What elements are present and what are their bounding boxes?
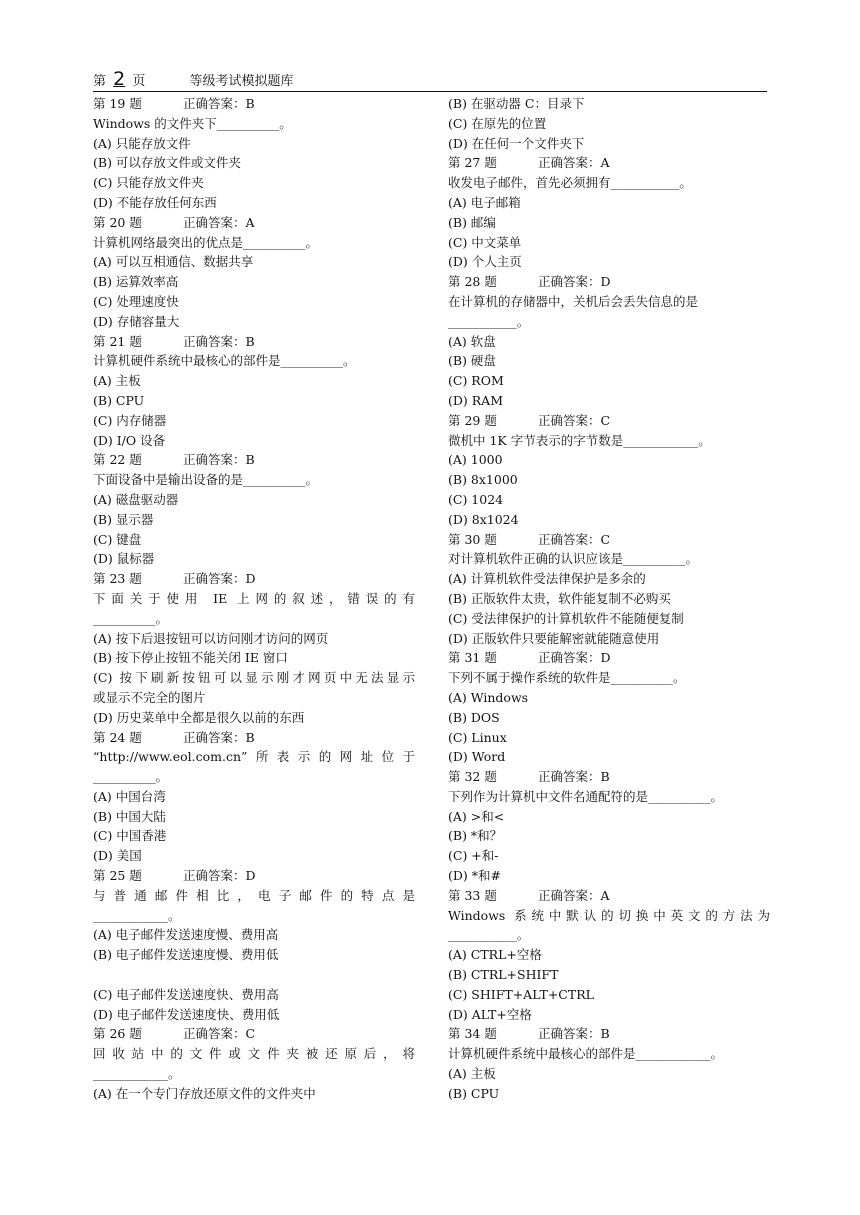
answer-option: (D) I/O 设备: [93, 432, 166, 448]
answer-option: (A) 按下后退按钮可以访问刚才访问的网页: [93, 630, 329, 646]
answer-option: (B) CPU: [448, 1085, 500, 1101]
question-number: 第 19 题: [93, 96, 142, 111]
answer-option: (A) 电子邮件发送速度慢、费用高: [93, 927, 279, 943]
question-header: [448, 272, 770, 292]
answer-option: (B) 在驱动器 C：目录下: [448, 96, 585, 111]
question-stem: ___________。: [448, 313, 530, 329]
correct-answer: 正确答案：B: [538, 1026, 610, 1042]
answer-option: (B) 8x1000: [448, 472, 518, 488]
question-header: [93, 1024, 415, 1044]
answer-option: (C) 键盘: [93, 531, 142, 547]
question-header: [93, 866, 415, 886]
answer-option: (B) 显示器: [93, 511, 154, 527]
answer-option: (A) 可以互相通信、数据共享: [93, 254, 254, 270]
answer-option: (C) 电子邮件发送速度快、费用高: [93, 986, 279, 1002]
correct-answer: 正确答案：B: [183, 452, 255, 468]
correct-answer: 正确答案：C: [183, 1026, 256, 1042]
answer-option: (C) 处理速度快: [93, 293, 179, 309]
page-indicator: [93, 68, 145, 93]
question-stem: “http://www.eol.com.cn”所表示的网址位于: [93, 749, 415, 765]
correct-answer: 正确答案：A: [538, 887, 610, 903]
question-number: 第 24 题: [93, 729, 142, 745]
question-stem: __________。: [93, 610, 169, 626]
page-header: [93, 68, 767, 90]
left-column: [93, 94, 415, 1104]
correct-answer: 正确答案：B: [183, 333, 255, 349]
question-stem: 与普通邮件相比，电子邮件的特点是: [93, 887, 415, 903]
correct-answer: 正确答案：C: [538, 412, 611, 428]
answer-option: (A) 磁盘驱动器: [93, 491, 179, 507]
question-stem: 微机中 1K 字节表示的字节数是____________。: [448, 432, 711, 448]
question-header: [448, 153, 770, 173]
answer-option: (A) >和<: [448, 808, 505, 824]
question-number: 第 23 题: [93, 571, 142, 587]
answer-option: (A) 主板: [448, 1066, 496, 1082]
correct-answer: 正确答案：B: [183, 729, 255, 745]
question-number: 第 26 题: [93, 1026, 142, 1042]
answer-option: (C) 1024: [448, 491, 504, 507]
answer-option: (C) Linux: [448, 729, 507, 745]
answer-option: (D) 美国: [93, 848, 142, 864]
question-stem: ____________。: [93, 1066, 181, 1082]
answer-option: (D) 不能存放任何东西: [93, 194, 217, 210]
page-prefix: 第: [93, 74, 107, 89]
correct-answer: 正确答案：D: [183, 868, 256, 884]
question-stem: 下列不属于操作系统的软件是__________。: [448, 670, 686, 686]
answer-option: (C) 中文菜单: [448, 234, 522, 250]
answer-option: (C) 中国香港: [93, 828, 167, 844]
question-header: [93, 450, 415, 470]
answer-option: (A) 主板: [93, 373, 141, 389]
question-header: [93, 728, 415, 748]
answer-option: (B) 正版软件太贵，软件能复制不必购买: [448, 590, 671, 606]
question-header: [93, 332, 415, 352]
answer-option: (B) *和？: [448, 828, 503, 844]
answer-option: (B) 可以存放文件或文件夹: [93, 155, 241, 171]
question-stem: 对计算机软件正确的认识应该是__________。: [448, 551, 699, 567]
question-number: 第 22 题: [93, 452, 142, 468]
answer-option: (B) DOS: [448, 709, 500, 725]
right-column: [448, 94, 770, 1104]
question-stem: 下列作为计算机中文件名通配符的是__________。: [448, 788, 724, 804]
correct-answer: 正确答案：A: [183, 214, 255, 230]
question-number: 第 21 题: [93, 333, 142, 349]
question-stem: ___________。: [448, 927, 530, 943]
question-number: 第 27 题: [448, 155, 497, 171]
answer-option: (A) 只能存放文件: [93, 135, 191, 151]
question-header: [448, 530, 770, 550]
answer-option: (B) CPU: [93, 392, 145, 408]
answer-option: (B) 运算效率高: [93, 274, 179, 290]
correct-answer: 正确答案：B: [538, 769, 610, 785]
question-number: 第 32 题: [448, 769, 497, 785]
answer-option: (A) 电子邮箱: [448, 194, 521, 210]
answer-option: (C) ROM: [448, 373, 504, 389]
answer-option: 或显示不完全的图片: [93, 689, 206, 705]
answer-option: (D) RAM: [448, 392, 503, 408]
answer-option: (B) 硬盘: [448, 353, 496, 369]
question-stem: 收发电子邮件，首先必须拥有___________。: [448, 175, 692, 191]
answer-option: (D) 历史菜单中全都是很久以前的东西: [93, 709, 305, 725]
question-stem: Windows 系统中默认的切换中英文的方法为: [448, 907, 770, 923]
answer-option: (C) 按下刷新按钮可以显示刚才网页中无法显示: [93, 670, 415, 686]
answer-option: (D) 鼠标器: [93, 551, 155, 567]
question-header: [448, 886, 770, 906]
correct-answer: 正确答案：D: [538, 274, 611, 290]
answer-option: (A) 在一个专门存放还原文件的文件夹中: [93, 1085, 316, 1101]
question-number: 第 20 题: [93, 214, 142, 230]
answer-option: (A) 中国台湾: [93, 788, 166, 804]
answer-option: (D) 在任何一个文件夹下: [448, 135, 585, 151]
question-header: [93, 213, 415, 233]
answer-option: (B) 按下停止按钮不能关闭 IE 窗口: [93, 650, 288, 666]
question-stem: 在计算机的存储器中，关机后会丢失信息的是: [448, 293, 699, 309]
question-header: [448, 411, 770, 431]
question-number: 第 33 题: [448, 887, 497, 903]
page-number: 2: [113, 68, 126, 90]
header-rule: [93, 91, 767, 92]
answer-option: (D) 存储容量大: [93, 313, 180, 329]
question-number: 第 25 题: [93, 868, 142, 884]
question-stem: Windows 的文件夹下__________。: [93, 115, 292, 131]
question-header: [93, 569, 415, 589]
answer-option: (B) 电子邮件发送速度慢、费用低: [93, 947, 279, 963]
question-stem: ____________。: [93, 907, 181, 923]
answer-option: (C) +和-: [448, 848, 499, 864]
document-title: 等级考试模拟题库: [189, 74, 294, 89]
question-header: [448, 1024, 770, 1044]
answer-option: (A) 计算机软件受法律保护是多余的: [448, 571, 646, 587]
question-stem: 计算机硬件系统中最核心的部件是__________。: [93, 353, 356, 369]
answer-option: (C) SHIFT+ALT+CTRL: [448, 986, 594, 1002]
question-stem: 回收站中的文件或文件夹被还原后，将: [93, 1046, 415, 1062]
answer-option: (A) CTRL+空格: [448, 947, 542, 963]
question-header: [448, 767, 770, 787]
answer-option: (D) 个人主页: [448, 254, 522, 270]
answer-option: (D) 8x1024: [448, 511, 519, 527]
correct-answer: 正确答案：D: [183, 571, 256, 587]
answer-option: (B) CTRL+SHIFT: [448, 967, 559, 983]
question-header: [448, 648, 770, 668]
answer-option: (A) 软盘: [448, 333, 496, 349]
answer-option: (D) Word: [448, 749, 506, 765]
question-number: 第 31 题: [448, 650, 497, 666]
correct-answer: 正确答案：C: [538, 531, 611, 547]
answer-option: (B) 邮编: [448, 214, 496, 230]
correct-answer: 正确答案：D: [538, 650, 611, 666]
question-stem: 下面设备中是输出设备的是__________。: [93, 472, 319, 488]
question-stem: __________。: [93, 769, 169, 785]
page-suffix: 页: [132, 74, 146, 89]
answer-option: (D) *和#: [448, 868, 501, 884]
question-stem: 下面关于使用 IE 上网的叙述，错误的有: [93, 590, 415, 606]
question-number: 第 28 题: [448, 274, 497, 290]
answer-option: (C) 受法律保护的计算机软件不能随便复制: [448, 610, 684, 626]
blank-line: [93, 965, 415, 985]
question-header: [93, 94, 415, 114]
answer-option: (A) Windows: [448, 689, 529, 705]
answer-option: (B) 中国大陆: [93, 808, 166, 824]
answer-option: (D) 电子邮件发送速度快、费用低: [93, 1006, 280, 1022]
question-stem: 计算机硬件系统中最核心的部件是____________。: [448, 1046, 724, 1062]
answer-option: (A) 1000: [448, 452, 503, 468]
question-stem: 计算机网络最突出的优点是__________。: [93, 234, 319, 250]
answer-option: (C) 内存储器: [93, 412, 167, 428]
answer-option: (D) 正版软件只要能解密就能随意使用: [448, 630, 660, 646]
correct-answer: 正确答案：B: [183, 96, 255, 111]
question-number: 第 30 题: [448, 531, 497, 547]
question-number: 第 29 题: [448, 412, 497, 428]
answer-option: (D) ALT+空格: [448, 1006, 532, 1022]
answer-option: (C) 在原先的位置: [448, 115, 547, 131]
answer-option: (C) 只能存放文件夹: [93, 175, 204, 191]
question-number: 第 34 题: [448, 1026, 497, 1042]
correct-answer: 正确答案：A: [538, 155, 610, 171]
